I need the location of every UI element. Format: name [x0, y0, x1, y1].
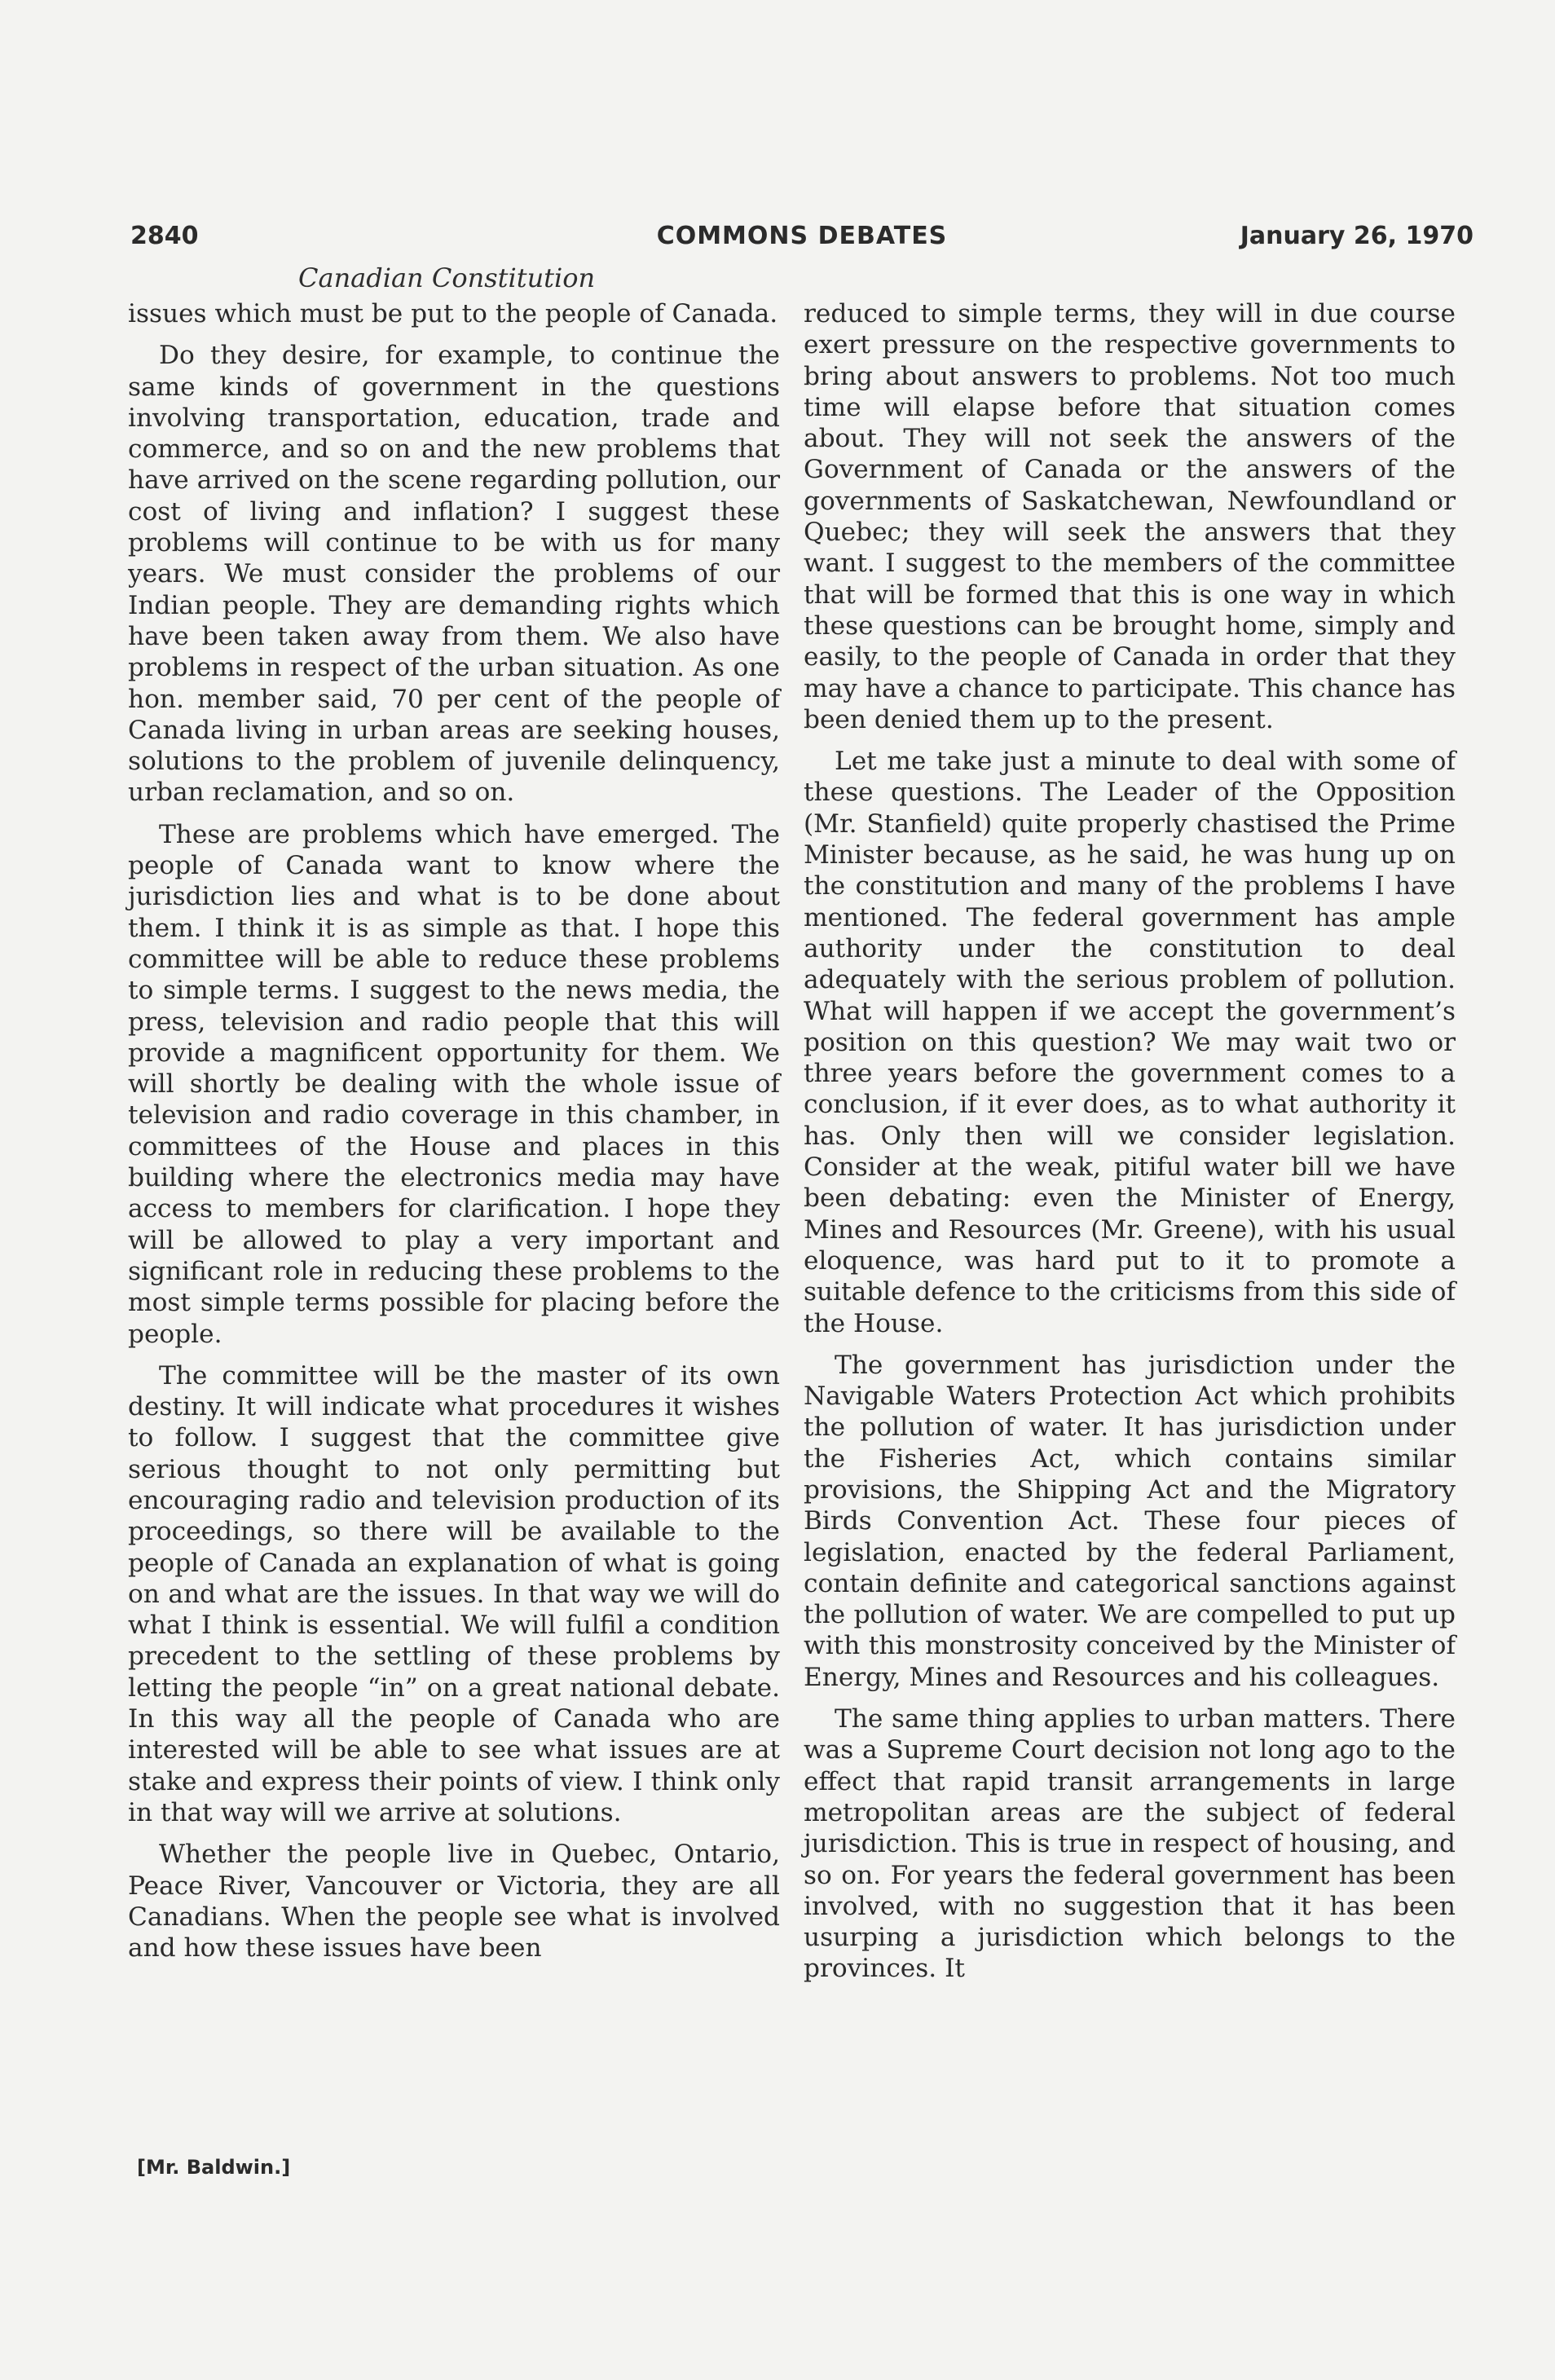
- paragraph: The same thing applies to urban matters. There was a Supreme Court decision not long ago to the effect that rapid transit arrangements in large metropolitan areas are the subject of federal jurisdiction. This is true in respect of housing, and so on. For years the federal government has been involved, with no suggestion that it has been usurping a jurisdiction which belongs to the provinces. It: [804, 1704, 1456, 1984]
- publication-date: January 26, 1970: [1240, 222, 1474, 250]
- paragraph: These are problems which have emerged. The people of Canada want to know where the jurisdiction lies and what is to be done about them. I think it is as simple as that. I hope this committee will be able to reduce these problems to simple terms. I suggest to the news media, the press, television and radio people that this will provide a magnificent opportunity for them. We will shortly be dealing with the whole issue of television and radio coverage in this chamber, in committees of the House and places in this building where the electronics media may have access to members for clarification. I hope they will be allowed to play a very important and significant role in reducing these problems to the most simple terms possible for placing before the people.: [128, 819, 780, 1349]
- left-column: [128, 298, 780, 1974]
- paragraph: The government has jurisdiction under the Navigable Waters Protection Act which prohibits the pollution of water. It has jurisdiction under the Fisheries Act, which contains similar provisions, the Shipping Act and the Migratory Birds Convention Act. These four pieces of legislation, enacted by the federal Parliament, contain definite and categorical sanctions against the pollution of water. We are compelled to put up with this monstrosity conceived by the Minister of Energy, Mines and Resources and his colleagues.: [804, 1350, 1456, 1692]
- publication-title: COMMONS DEBATES: [656, 222, 948, 250]
- paragraph: Let me take just a minute to deal with some of these questions. The Leader of the Opposition (Mr. Stanfield) quite properly chastised the Prime Minister because, as he said, he was hung up on the constitution and many of the problems I have mentioned. The federal government has ample authority under the constitution to deal adequately with the serious problem of pollution. What will happen if we accept the government’s position on this question? We may wait two or three years before the government comes to a conclusion, if it ever does, as to what authority it has. Only then will we consider legislation. Consider at the weak, pitiful water bill we have been debating: even the Minister of Energy, Mines and Resources (Mr. Greene), with his usual eloquence, was hard put to it to promote a suitable defence to the criticisms from this side of the House.: [804, 747, 1456, 1338]
- paragraph: The committee will be the master of its own destiny. It will indicate what procedures it wishes to follow. I suggest that the committee give serious thought to not only permitting but encouraging radio and television production of its proceedings, so there will be available to the people of Canada an explanation of what is going on and what are the issues. In that way we will do what I think is essential. We will fulfil a condition precedent to the settling of these problems by letting the people “in” on a great national debate. In this way all the people of Canada who are interested will be able to see what issues are at stake and express their points of view. I think only in that way will we arrive at solutions.: [128, 1360, 780, 1827]
- speaker-attribution: [Mr. Baldwin.]: [137, 2156, 291, 2179]
- page-header: [130, 222, 1474, 258]
- paragraph: Whether the people live in Quebec, Ontario, Peace River, Vancouver or Victoria, they are all Canadians. When the people see what is involved and how these issues have been: [128, 1840, 780, 1964]
- paragraph: Do they desire, for example, to continue the same kinds of government in the questions involving transportation, education, trade and commerce, and so on and the new problems that have arrived on the scene regarding pollution, our cost of living and inflation? I suggest these problems will continue to be with us for many years. We must consider the problems of our Indian people. They are demanding rights which have been taken away from them. We also have problems in respect of the urban situation. As one hon. member said, 70 per cent of the people of Canada living in urban areas are seeking houses, solutions to the problem of juvenile delinquency, urban reclamation, and so on.: [128, 341, 780, 808]
- right-column: [804, 298, 1456, 1995]
- paragraph: issues which must be put to the people of Canada.: [128, 299, 778, 328]
- paragraph: reduced to simple terms, they will in due course exert pressure on the respective governments to bring about answers to problems. Not too much time will elapse before that situation comes about. They will not seek the answers of the Government of Canada or the answers of the governments of Saskatchewan, Newfoundland or Quebec; they will seek the answers that they want. I suggest to the members of the committee that will be formed that this is one way in which these questions can be brought home, simply and easily, to the people of Canada in order that they may have a chance to participate. This chance has been denied them up to the present.: [804, 299, 1456, 734]
- section-subtitle: Canadian Constitution: [298, 262, 596, 293]
- page-number: 2840: [130, 222, 199, 250]
